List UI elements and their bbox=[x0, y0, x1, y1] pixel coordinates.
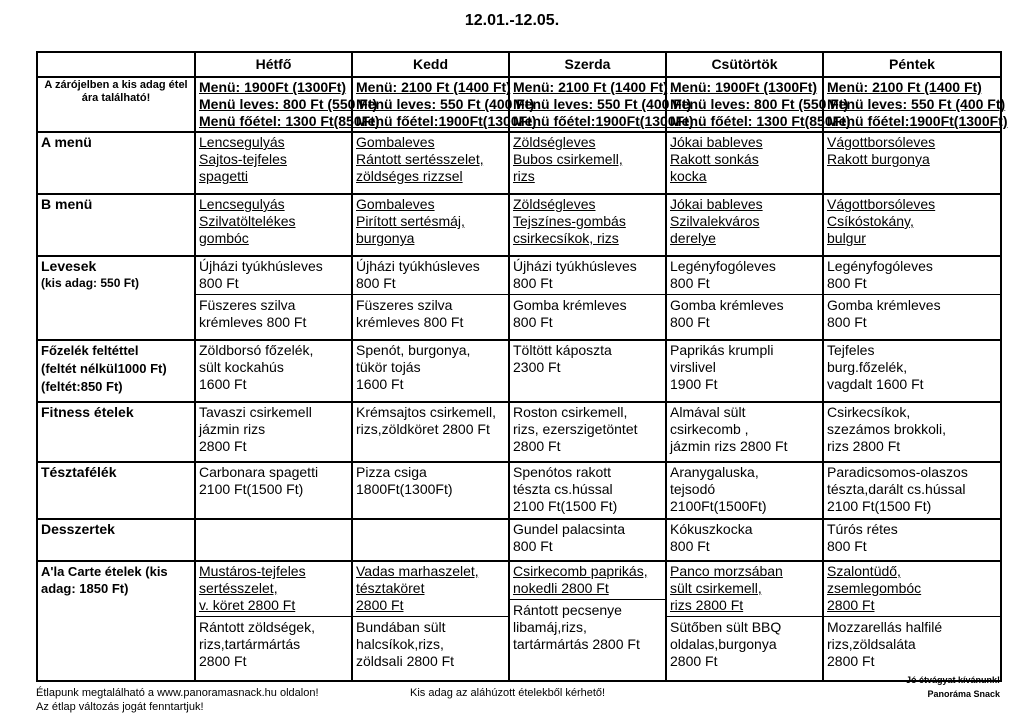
menu-line: rizs,zöldsaláta bbox=[827, 636, 916, 652]
menu-line: tészta cs.hússal bbox=[513, 481, 613, 497]
menu-line: burg.főzelék, bbox=[827, 359, 908, 375]
menu-cell-top bbox=[513, 563, 662, 597]
menu-line: Szilvalekváros bbox=[670, 213, 760, 229]
menu-cell-content bbox=[827, 342, 997, 393]
menu-line: Rakott sonkás bbox=[670, 151, 759, 167]
row-label: Desszertek bbox=[37, 519, 195, 561]
day-header-tuesday: Kedd bbox=[352, 52, 509, 77]
menu-line: rizs, ezerszigetöntet bbox=[513, 421, 638, 437]
menu-line: Jókai bableves bbox=[670, 196, 763, 212]
menu-cell-content bbox=[356, 464, 505, 498]
menu-cell-content bbox=[513, 464, 662, 515]
soup-row bbox=[37, 256, 1001, 340]
menu-line: spagetti bbox=[199, 168, 249, 184]
menu-cell-top bbox=[199, 563, 348, 614]
menu-cell-content bbox=[513, 404, 662, 455]
menu-line: bulgur bbox=[827, 230, 866, 246]
price-line: Menü főétel: 1300 Ft(850Ft) bbox=[199, 113, 380, 129]
price-line: Menü főétel: 1300 Ft(850Ft) bbox=[670, 113, 851, 129]
menu-cell-content bbox=[670, 404, 819, 455]
price-line: Menü: 2100 Ft (1400 Ft) bbox=[513, 79, 668, 95]
menu-cell bbox=[509, 194, 666, 256]
menu-line: 1600 Ft bbox=[199, 376, 247, 392]
footer-right bbox=[906, 673, 1000, 701]
menu-cell-content bbox=[670, 342, 819, 393]
menu-line: Rántott zöldségek, bbox=[199, 619, 315, 635]
menu-line: Újházi tyúkhúsleves bbox=[513, 258, 637, 274]
menu-cell-bottom bbox=[196, 616, 351, 670]
menu-line: 2800 Ft bbox=[199, 438, 247, 454]
menu-cell-content bbox=[827, 134, 997, 168]
menu-line: Füszeres szilva bbox=[199, 297, 296, 313]
menu-line: Zöldségleves bbox=[513, 196, 596, 212]
menu-line: 2800 Ft bbox=[513, 438, 561, 454]
menu-line: Carbonara spagetti bbox=[199, 464, 319, 480]
row-label-sub: (kis adag: 550 Ft) bbox=[41, 276, 140, 290]
menu-line: 1900 Ft bbox=[670, 376, 718, 392]
menu-line: 2800 Ft bbox=[356, 597, 404, 613]
menu-cell bbox=[509, 519, 666, 561]
corner-cell bbox=[37, 52, 195, 77]
menu-cell-top bbox=[199, 258, 348, 292]
menu-cell-bottom bbox=[824, 616, 1000, 670]
menu-line: sült csirkemell, bbox=[670, 580, 762, 596]
price-line: Menü: 1900Ft (1300Ft) bbox=[670, 79, 818, 95]
menu-line: tészta,darált cs.hússal bbox=[827, 481, 966, 497]
menu-line: libamáj,rizs, bbox=[513, 619, 587, 635]
price-line: Menü főétel:1900Ft(1300Ft) bbox=[513, 113, 694, 129]
menu-cell-content bbox=[670, 196, 819, 247]
menu-line: Jókai bableves bbox=[670, 134, 763, 150]
menu-cell bbox=[352, 340, 509, 402]
menu-cell-top bbox=[356, 563, 505, 614]
menu-line: Gundel palacsinta bbox=[513, 521, 626, 537]
menu-line: 800 Ft bbox=[356, 275, 396, 291]
row-label: Tésztafélék bbox=[37, 462, 195, 519]
menu-cell bbox=[823, 132, 1001, 194]
menu-cell-content bbox=[356, 342, 505, 393]
price-line: Menü leves: 800 Ft (550 Ft) bbox=[199, 96, 378, 112]
vegetable-stew-row bbox=[37, 340, 1001, 402]
menu-line: Mozzarellás halfilé bbox=[827, 619, 943, 635]
price-line: Menü főétel:1900Ft(1300Ft) bbox=[827, 113, 1008, 129]
menu-cell bbox=[666, 256, 823, 340]
menu-line: 800 Ft bbox=[670, 538, 710, 554]
footer-website-note: Étlapunk megtalálható a www.panoramasnack.hu oldalon! bbox=[36, 687, 319, 699]
menu-line: 1800Ft(1300Ft) bbox=[356, 481, 453, 497]
menu-line: Gombaleves bbox=[356, 134, 435, 150]
menu-cell-bottom bbox=[824, 294, 1000, 331]
menu-line: Gomba krémleves bbox=[670, 297, 784, 313]
menu-cell bbox=[352, 462, 509, 519]
menu-cell-content bbox=[199, 196, 348, 247]
menu-cell-content bbox=[513, 196, 662, 247]
menu-line: 800 Ft bbox=[827, 538, 867, 554]
menu-cell bbox=[195, 194, 352, 256]
day-header-thursday: Csütörtök bbox=[666, 52, 823, 77]
menu-line: Csíkóstokány, bbox=[827, 213, 914, 229]
menu-cell-content bbox=[356, 196, 505, 247]
row-label bbox=[37, 340, 195, 402]
page-title: 12.01.-12.05. bbox=[464, 12, 560, 29]
price-cell bbox=[509, 77, 694, 132]
menu-line: Rántott sertésszelet, bbox=[356, 151, 484, 167]
menu-cell bbox=[666, 561, 823, 681]
menu-line: gombóc bbox=[199, 230, 249, 246]
menu-cell bbox=[509, 340, 666, 402]
price-cell bbox=[195, 77, 380, 132]
menu-cell bbox=[509, 462, 666, 519]
menu-cell-content bbox=[199, 342, 348, 393]
menu-cell-content bbox=[356, 404, 505, 438]
menu-line: Roston csirkemell, bbox=[513, 404, 628, 420]
price-line: Menü: 1900Ft (1300Ft) bbox=[199, 79, 347, 95]
menu-line: vagdalt 1600 Ft bbox=[827, 376, 924, 392]
menu-line: 1600 Ft bbox=[356, 376, 404, 392]
menu-line: Sütőben sült BBQ bbox=[670, 619, 782, 635]
menu-line: csirkecomb , bbox=[670, 421, 749, 437]
price-line: Menü: 2100 Ft (1400 Ft) bbox=[356, 79, 511, 95]
menu-line: Szilvatöltelékes bbox=[199, 213, 296, 229]
menu-line: Paprikás krumpli bbox=[670, 342, 774, 358]
menu-cell bbox=[666, 340, 823, 402]
menu-line: krémleves 800 Ft bbox=[356, 314, 464, 330]
menu-cell-content bbox=[513, 342, 662, 376]
menu-cell bbox=[666, 194, 823, 256]
menu-line: Szalontüdő, bbox=[827, 563, 901, 579]
menu-line: Vadas marhaszelet, bbox=[356, 563, 479, 579]
row-label-sub: (feltét:850 Ft) bbox=[41, 379, 123, 394]
menu-line: virslivel bbox=[670, 359, 716, 375]
row-label-sub: (feltét nélkül1000 Ft) bbox=[41, 361, 167, 376]
menu-line: Újházi tyúkhúsleves bbox=[199, 258, 323, 274]
price-note: A zárójelben a kis adag étel ára található! bbox=[37, 77, 195, 132]
menu-line: tejsodó bbox=[670, 481, 716, 497]
menu-line: Csirkecomb paprikás, bbox=[513, 563, 648, 579]
menu-line: Pizza csiga bbox=[356, 464, 427, 480]
menu-cell-bottom bbox=[510, 599, 665, 653]
menu-line: Bubos csirkemell, bbox=[513, 151, 623, 167]
menu-line: 2800 Ft bbox=[827, 653, 875, 669]
menu-line: Mustáros-tejfeles bbox=[199, 563, 306, 579]
footer-change-note: Az étlap változás jogát fenntartjuk! bbox=[36, 701, 204, 713]
price-line: Menü leves: 550 Ft (400 Ft) bbox=[356, 96, 535, 112]
menu-line: tartármártás 2800 Ft bbox=[513, 636, 640, 652]
menu-cell bbox=[823, 462, 1001, 519]
menu-line: Aranygaluska, bbox=[670, 464, 759, 480]
menu-cell-content bbox=[199, 404, 348, 455]
menu-line: kocka bbox=[670, 168, 707, 184]
menu-line: rizs,zöldköret 2800 Ft bbox=[356, 421, 490, 437]
menu-line: Tejfeles bbox=[827, 342, 875, 358]
dessert-row bbox=[37, 519, 1001, 561]
menu-line: 800 Ft bbox=[827, 314, 867, 330]
row-label: B menü bbox=[37, 194, 195, 256]
menu-cell-bottom bbox=[353, 616, 508, 670]
menu-line: Vágottborsóleves bbox=[827, 196, 936, 212]
menu-cell bbox=[823, 256, 1001, 340]
price-line: Menü leves: 800 Ft (550 Ft) bbox=[670, 96, 849, 112]
row-label: A'la Carte ételek (kis adag: 1850 Ft) bbox=[37, 561, 195, 681]
menu-line: Panco morzsában bbox=[670, 563, 783, 579]
menu-cell bbox=[823, 194, 1001, 256]
menu-line: Gomba krémleves bbox=[827, 297, 941, 313]
menu-line: Zöldségleves bbox=[513, 134, 596, 150]
menu-cell bbox=[195, 402, 352, 462]
menu-line: 800 Ft bbox=[513, 314, 553, 330]
menu-line: 800 Ft bbox=[513, 538, 553, 554]
menu-line: 2800 Ft bbox=[827, 597, 875, 613]
menu-cell bbox=[195, 340, 352, 402]
menu-line: 2100 Ft(1500 Ft) bbox=[199, 481, 304, 497]
menu-line: Csirkecsíkok, bbox=[827, 404, 911, 420]
menu-line: Gomba krémleves bbox=[513, 297, 627, 313]
menu-cell-content bbox=[827, 464, 997, 515]
menu-line: v. köret 2800 Ft bbox=[199, 597, 296, 613]
menu-line: szezámos brokkoli, bbox=[827, 421, 947, 437]
menu-cell bbox=[823, 402, 1001, 462]
a-menu-row bbox=[37, 132, 1001, 194]
row-label: A menü bbox=[37, 132, 195, 194]
price-line: Menü leves: 550 Ft (400 Ft) bbox=[827, 96, 1006, 112]
menu-line: Rántott pecsenye bbox=[513, 602, 622, 618]
menu-line: 800 Ft bbox=[199, 275, 239, 291]
pasta-row bbox=[37, 462, 1001, 519]
row-label-main: Főzelék feltéttel bbox=[41, 343, 139, 358]
menu-line: halcsíkok,rizs, bbox=[356, 636, 444, 652]
price-line: Menü: 2100 Ft (1400 Ft) bbox=[827, 79, 982, 95]
menu-line: rizs 2800 Ft bbox=[827, 438, 901, 454]
menu-cell-top bbox=[827, 563, 997, 614]
a-la-carte-row bbox=[37, 561, 1001, 681]
price-cell bbox=[352, 77, 537, 132]
menu-line: Túrós rétes bbox=[827, 521, 898, 537]
menu-line: rizs bbox=[513, 168, 535, 184]
menu-cell-bottom bbox=[196, 294, 351, 331]
menu-line: Újházi tyúkhúsleves bbox=[356, 258, 480, 274]
menu-line: Paradicsomos-olaszos bbox=[827, 464, 968, 480]
menu-line: zsemlegombóc bbox=[827, 580, 922, 596]
menu-cell bbox=[195, 132, 352, 194]
menu-cell-bottom bbox=[667, 616, 822, 670]
menu-line: 800 Ft bbox=[513, 275, 553, 291]
menu-line: 2800 Ft bbox=[670, 653, 718, 669]
menu-cell bbox=[352, 256, 509, 340]
menu-line: derelye bbox=[670, 230, 716, 246]
menu-line: krémleves 800 Ft bbox=[199, 314, 307, 330]
price-line: Menü leves: 550 Ft (400 Ft) bbox=[513, 96, 692, 112]
menu-line: Füszeres szilva bbox=[356, 297, 453, 313]
menu-line: Zöldborsó főzelék, bbox=[199, 342, 314, 358]
menu-line: burgonya bbox=[356, 230, 415, 246]
menu-line: 800 Ft bbox=[670, 314, 710, 330]
day-header-wednesday: Szerda bbox=[509, 52, 666, 77]
menu-line: 2300 Ft bbox=[513, 359, 561, 375]
day-header-monday: Hétfő bbox=[195, 52, 352, 77]
menu-cell-content bbox=[199, 134, 348, 185]
menu-line: Almával sült bbox=[670, 404, 746, 420]
menu-line: Krémsajtos csirkemell, bbox=[356, 404, 497, 420]
menu-cell bbox=[666, 402, 823, 462]
menu-line: Tejszínes-gombás bbox=[513, 213, 626, 229]
menu-cell-top bbox=[827, 258, 997, 292]
menu-line: Tavaszi csirkemell bbox=[199, 404, 312, 420]
menu-cell-bottom bbox=[510, 294, 665, 331]
menu-line: Spenót, burgonya, bbox=[356, 342, 471, 358]
menu-line: Legényfogóleves bbox=[670, 258, 776, 274]
menu-cell-content bbox=[670, 134, 819, 185]
menu-cell-content bbox=[199, 464, 348, 498]
menu-line: Lencsegulyás bbox=[199, 196, 285, 212]
fitness-row bbox=[37, 402, 1001, 462]
menu-cell-bottom bbox=[667, 294, 822, 331]
row-label: Fitness ételek bbox=[37, 402, 195, 462]
menu-line: Spenótos rakott bbox=[513, 464, 612, 480]
menu-line: jázmin rizs bbox=[199, 421, 266, 437]
footer-greeting: Jó étvágyat kívánunk! bbox=[905, 675, 1000, 685]
menu-cell-content bbox=[356, 134, 505, 185]
menu-cell bbox=[195, 561, 352, 681]
menu-line: tükör tojás bbox=[356, 359, 421, 375]
row-label-main: Levesek bbox=[41, 258, 97, 274]
menu-cell bbox=[509, 561, 666, 681]
menu-cell-top bbox=[670, 258, 819, 292]
menu-line: Sajtos-tejfeles bbox=[199, 151, 287, 167]
menu-cell-content bbox=[513, 521, 662, 555]
menu-cell bbox=[195, 256, 352, 340]
price-cell bbox=[666, 77, 851, 132]
menu-cell bbox=[823, 340, 1001, 402]
menu-line: oldalas,burgonya bbox=[670, 636, 777, 652]
footer-small-portion-note: Kis adag az aláhúzott ételekből kérhető! bbox=[410, 687, 606, 699]
menu-cell-content bbox=[827, 521, 997, 555]
footer-brand: Panoráma Snack bbox=[927, 689, 1000, 699]
menu-cell-bottom bbox=[353, 294, 508, 331]
menu-line: Lencsegulyás bbox=[199, 134, 285, 150]
menu-cell bbox=[195, 462, 352, 519]
menu-cell bbox=[509, 256, 666, 340]
menu-line: 800 Ft bbox=[827, 275, 867, 291]
menu-cell bbox=[823, 519, 1001, 561]
menu-line: zöldséges rizzsel bbox=[356, 168, 463, 184]
menu-line: Bundában sült bbox=[356, 619, 446, 635]
menu-cell-top bbox=[356, 258, 505, 292]
menu-cell bbox=[352, 519, 509, 561]
menu-line: 2800 Ft bbox=[199, 653, 247, 669]
menu-cell bbox=[666, 519, 823, 561]
menu-cell bbox=[509, 132, 666, 194]
row-label bbox=[37, 256, 195, 340]
menu-cell bbox=[666, 132, 823, 194]
menu-line: rizs,tartármártás bbox=[199, 636, 301, 652]
menu-line: Vágottborsóleves bbox=[827, 134, 936, 150]
menu-line: sertésszelet, bbox=[199, 580, 278, 596]
menu-cell bbox=[352, 402, 509, 462]
price-line: Menü főétel:1900Ft(1300Ft) bbox=[356, 113, 537, 129]
menu-line: rizs 2800 Ft bbox=[670, 597, 744, 613]
footer-left bbox=[36, 686, 319, 714]
menu-cell-content bbox=[670, 464, 819, 515]
menu-cell bbox=[666, 462, 823, 519]
menu-cell bbox=[195, 519, 352, 561]
menu-cell bbox=[352, 132, 509, 194]
menu-line: Rakott burgonya bbox=[827, 151, 930, 167]
menu-line: 2100Ft(1500Ft) bbox=[670, 498, 767, 514]
menu-line: 800 Ft bbox=[670, 275, 710, 291]
menu-line: Legényfogóleves bbox=[827, 258, 933, 274]
menu-line: zöldsali 2800 Ft bbox=[356, 653, 455, 669]
menu-cell bbox=[352, 194, 509, 256]
menu-line: 2100 Ft(1500 Ft) bbox=[827, 498, 932, 514]
menu-line: Pirított sertésmáj, bbox=[356, 213, 465, 229]
price-cell bbox=[823, 77, 1008, 132]
header-row bbox=[37, 52, 1001, 77]
menu-cell-content bbox=[827, 196, 997, 247]
menu-line: Kókuszkocka bbox=[670, 521, 753, 537]
menu-cell bbox=[509, 402, 666, 462]
weekly-menu-table bbox=[36, 51, 1008, 682]
price-row bbox=[37, 77, 1001, 132]
day-header-friday: Péntek bbox=[823, 52, 1001, 77]
menu-cell-top bbox=[670, 563, 819, 614]
menu-line: Gombaleves bbox=[356, 196, 435, 212]
menu-line: sült kockahús bbox=[199, 359, 284, 375]
menu-cell bbox=[823, 561, 1001, 681]
menu-cell-top bbox=[513, 258, 662, 292]
menu-line: 2100 Ft(1500 Ft) bbox=[513, 498, 618, 514]
menu-line: jázmin rizs 2800 Ft bbox=[670, 438, 788, 454]
menu-cell-content bbox=[513, 134, 662, 185]
menu-cell bbox=[352, 561, 509, 681]
menu-line: csirkecsíkok, rizs bbox=[513, 230, 619, 246]
b-menu-row bbox=[37, 194, 1001, 256]
menu-line: tésztaköret bbox=[356, 580, 425, 596]
menu-line: nokedli 2800 Ft bbox=[513, 580, 609, 596]
menu-cell-content bbox=[827, 404, 997, 455]
menu-line: Töltött káposzta bbox=[513, 342, 612, 358]
menu-cell-content bbox=[670, 521, 819, 555]
